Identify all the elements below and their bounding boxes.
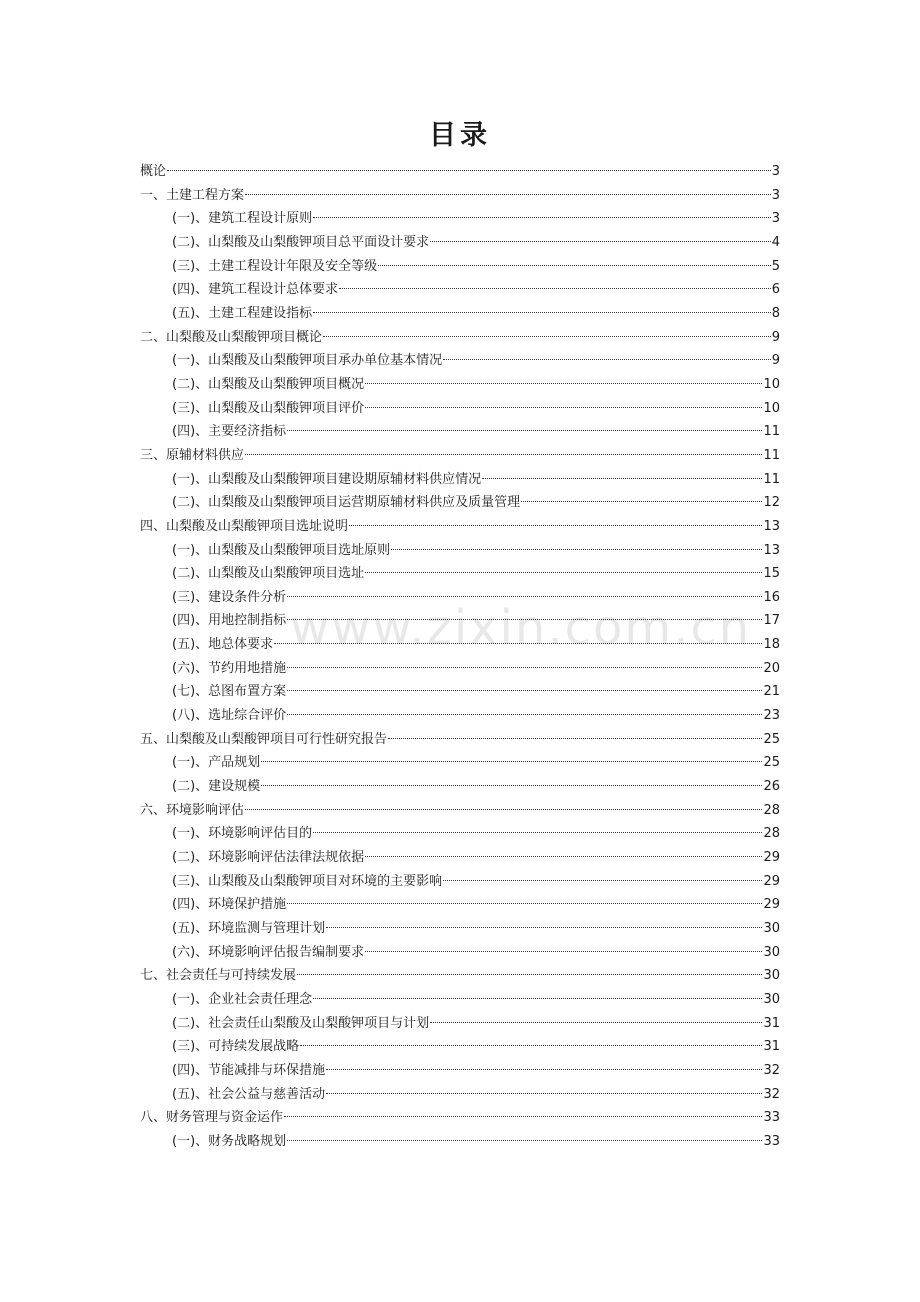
watermark: www.zixin.com.cn [290, 600, 752, 656]
toc-dot-leader [365, 383, 762, 384]
toc-dot-leader [326, 927, 762, 928]
toc-section-entry[interactable] [140, 704, 780, 728]
toc-dot-leader [297, 974, 762, 975]
toc-page-number: 30 [763, 921, 780, 936]
toc-entry-text: (一)、产品规划 [172, 755, 261, 771]
toc-section-entry[interactable] [140, 1035, 780, 1059]
toc-dot-leader [167, 170, 771, 171]
toc-section-entry[interactable] [140, 539, 780, 563]
toc-dot-leader [287, 619, 762, 620]
toc-section-entry[interactable] [140, 941, 780, 965]
toc-page-number: 9 [771, 353, 780, 369]
toc-dot-leader [287, 667, 762, 668]
toc-section-entry[interactable] [140, 255, 780, 279]
toc-section-entry[interactable] [140, 846, 780, 870]
toc-dot-leader [430, 1022, 762, 1023]
toc-chapter-entry[interactable] [140, 964, 780, 988]
toc-section-entry[interactable] [140, 988, 780, 1012]
toc-entry-text: (二)、山梨酸及山梨酸钾项目运营期原辅材料供应及质量管理 [172, 495, 521, 511]
toc-page-number: 5 [771, 258, 780, 274]
toc-entry-text: (一)、企业社会责任理念 [172, 991, 313, 1007]
toc-dot-leader [245, 194, 771, 195]
toc-entry-text: (五)、社会公益与慈善活动 [172, 1086, 326, 1102]
toc-page-number: 29 [763, 873, 780, 889]
toc-entry-text: (二)、山梨酸及山梨酸钾项目总平面设计要求 [172, 234, 430, 250]
toc-page-number: 11 [763, 447, 780, 463]
toc-dot-leader [313, 312, 771, 313]
toc-dot-leader [313, 217, 771, 218]
toc-dot-leader [313, 998, 762, 999]
toc-dot-leader [365, 951, 762, 952]
toc-page-number: 21 [763, 684, 780, 700]
toc-dot-leader [430, 241, 771, 242]
toc-dot-leader [300, 1045, 762, 1046]
toc-entry-text: (三)、土建工程设计年限及安全等级 [172, 258, 378, 274]
toc-entry-text: (二)、建设规模 [172, 779, 261, 795]
toc-dot-leader [326, 1093, 762, 1094]
toc-page-number: 9 [771, 329, 780, 345]
toc-page-number: 30 [763, 968, 780, 984]
toc-page-number: 11 [763, 471, 780, 487]
toc-page-number: 6 [771, 282, 780, 298]
toc-dot-leader [339, 288, 771, 289]
toc-entry-text: 二、山梨酸及山梨酸钾项目概论 [140, 329, 323, 345]
toc-page-number: 4 [771, 234, 780, 250]
toc-chapter-entry[interactable] [140, 326, 780, 350]
toc-section-entry[interactable] [140, 893, 780, 917]
toc-page-number: 12 [763, 495, 780, 511]
toc-entry-text: (二)、社会责任山梨酸及山梨酸钾项目与计划 [172, 1015, 430, 1031]
toc-dot-leader [391, 549, 762, 550]
toc-entry-text: (四)、主要经济指标 [172, 424, 287, 440]
toc-section-entry[interactable] [140, 680, 780, 704]
toc-chapter-entry[interactable] [140, 728, 780, 752]
toc-dot-leader [323, 336, 771, 337]
toc-entry-text: (一)、财务战略规划 [172, 1133, 287, 1149]
toc-page-number: 29 [763, 850, 780, 866]
toc-chapter-entry[interactable] [140, 799, 780, 823]
toc-dot-leader [326, 1069, 762, 1070]
toc-section-entry[interactable] [140, 609, 780, 633]
toc-entry-text: (三)、山梨酸及山梨酸钾项目评价 [172, 400, 365, 416]
toc-entry-text: (四)、节能减排与环保措施 [172, 1062, 326, 1078]
toc-entry-text: (四)、环境保护措施 [172, 897, 287, 913]
toc-section-entry[interactable] [140, 633, 780, 657]
toc-dot-leader [287, 903, 762, 904]
toc-section-entry[interactable] [140, 397, 780, 421]
toc-entry-text: (三)、山梨酸及山梨酸钾项目对环境的主要影响 [172, 873, 443, 889]
toc-page-number: 11 [763, 424, 780, 440]
toc-dot-leader [287, 430, 762, 431]
toc-page-number: 28 [763, 826, 780, 842]
toc-entry-text: 七、社会责任与可持续发展 [140, 968, 297, 984]
toc-entry-text: (二)、山梨酸及山梨酸钾项目选址 [172, 566, 365, 582]
toc-dot-leader [313, 832, 762, 833]
toc-entry-text: (六)、环境影响评估报告编制要求 [172, 944, 365, 960]
toc-entry-text: (五)、环境监测与管理计划 [172, 921, 326, 936]
toc-dot-leader [284, 1116, 762, 1117]
toc-dot-leader [287, 714, 762, 715]
toc-chapter-entry[interactable] [140, 444, 780, 468]
toc-page-number: 16 [763, 589, 780, 605]
toc-page-number: 29 [763, 897, 780, 913]
toc-section-entry[interactable] [140, 1083, 780, 1107]
toc-entry-text: 概论 [140, 164, 167, 179]
toc-dot-leader [287, 690, 762, 691]
toc-dot-leader [261, 785, 762, 786]
toc-dot-leader [443, 880, 762, 881]
toc-entry-text: 四、山梨酸及山梨酸钾项目选址说明 [140, 518, 349, 534]
toc-page-number: 25 [763, 731, 780, 747]
toc-section-entry[interactable] [140, 231, 780, 255]
toc-entry-text: 六、环境影响评估 [140, 802, 245, 818]
toc-page-number: 10 [763, 376, 780, 392]
toc-page-number: 33 [763, 1110, 780, 1126]
toc-dot-leader [482, 478, 762, 479]
toc-dot-leader [443, 359, 771, 360]
toc-dot-leader [261, 761, 762, 762]
toc-section-entry[interactable] [140, 562, 780, 586]
toc-entry-text: (一)、建筑工程设计原则 [172, 211, 313, 227]
toc-section-entry[interactable] [140, 1130, 780, 1154]
toc-entry-text: (一)、山梨酸及山梨酸钾项目承办单位基本情况 [172, 353, 443, 369]
toc-section-entry[interactable] [140, 1059, 780, 1083]
toc-section-entry[interactable] [140, 373, 780, 397]
toc-page-number: 13 [763, 518, 780, 534]
toc-section-entry[interactable] [140, 207, 780, 231]
toc-page-number: 25 [763, 755, 780, 771]
toc-entry-text: (五)、地总体要求 [172, 637, 274, 653]
toc-page-number: 10 [763, 400, 780, 416]
toc-page-number: 17 [763, 613, 780, 629]
toc-page-number: 32 [763, 1062, 780, 1078]
toc-section-entry[interactable] [140, 491, 780, 515]
toc-page-number: 31 [763, 1015, 780, 1031]
toc-section-entry[interactable] [140, 775, 780, 799]
toc-page-number: 20 [763, 660, 780, 676]
toc-page-number: 8 [771, 305, 780, 321]
table-of-contents [140, 160, 780, 1154]
toc-dot-leader [287, 596, 762, 597]
toc-section-entry[interactable] [140, 751, 780, 775]
toc-page-number: 13 [763, 542, 780, 558]
toc-page-number: 15 [763, 566, 780, 582]
toc-section-entry[interactable] [140, 870, 780, 894]
toc-dot-leader [245, 454, 762, 455]
toc-section-entry[interactable] [140, 586, 780, 610]
toc-dot-leader [287, 1140, 762, 1141]
toc-page-number: 3 [771, 164, 780, 179]
toc-entry-text: (三)、建设条件分析 [172, 589, 287, 605]
toc-page-number: 18 [763, 637, 780, 653]
toc-dot-leader [378, 265, 771, 266]
toc-entry-text: (四)、建筑工程设计总体要求 [172, 282, 339, 298]
toc-section-entry[interactable] [140, 1012, 780, 1036]
toc-page-number: 31 [763, 1039, 780, 1055]
toc-entry-text: 五、山梨酸及山梨酸钾项目可行性研究报告 [140, 731, 388, 747]
toc-section-entry[interactable] [140, 657, 780, 681]
toc-page-number: 32 [763, 1086, 780, 1102]
toc-section-entry[interactable] [140, 302, 780, 326]
toc-dot-leader [274, 643, 762, 644]
toc-page-number: 3 [771, 187, 780, 203]
toc-dot-leader [365, 856, 762, 857]
toc-entry-text: (二)、山梨酸及山梨酸钾项目概况 [172, 376, 365, 392]
toc-page-number: 30 [763, 944, 780, 960]
toc-dot-leader [388, 738, 762, 739]
toc-page-number: 26 [763, 779, 780, 795]
toc-entry-text: (八)、选址综合评价 [172, 708, 287, 724]
page-title: 目录 [429, 120, 491, 151]
toc-page-number: 3 [771, 211, 780, 227]
toc-section-entry[interactable] [140, 278, 780, 302]
toc-entry-text: (七)、总图布置方案 [172, 684, 287, 700]
toc-dot-leader [365, 572, 762, 573]
toc-page-number: 33 [763, 1133, 780, 1149]
toc-dot-leader [245, 809, 762, 810]
toc-section-entry[interactable] [140, 822, 780, 846]
toc-entry-text: (三)、可持续发展战略 [172, 1039, 300, 1055]
toc-chapter-entry[interactable] [140, 515, 780, 539]
toc-dot-leader [521, 501, 762, 502]
toc-entry-text: (四)、用地控制指标 [172, 613, 287, 629]
toc-entry-text: (一)、环境影响评估目的 [172, 826, 313, 842]
toc-section-entry[interactable] [140, 349, 780, 373]
toc-entry-text: 三、原辅材料供应 [140, 447, 245, 463]
toc-dot-leader [365, 407, 762, 408]
toc-entry-text: (一)、山梨酸及山梨酸钾项目建设期原辅材料供应情况 [172, 471, 482, 487]
toc-page-number: 23 [763, 708, 780, 724]
toc-entry-text: (二)、环境影响评估法律法规依据 [172, 850, 365, 866]
toc-entry-text: (六)、节约用地措施 [172, 660, 287, 676]
toc-entry-text: (五)、土建工程建设指标 [172, 305, 313, 321]
toc-section-entry[interactable] [140, 917, 780, 941]
toc-page-number: 28 [763, 802, 780, 818]
toc-section-entry[interactable] [140, 468, 780, 492]
toc-section-entry[interactable] [140, 420, 780, 444]
toc-chapter-entry[interactable] [140, 160, 780, 184]
toc-page-number: 30 [763, 991, 780, 1007]
toc-chapter-entry[interactable] [140, 1106, 780, 1130]
toc-entry-text: (一)、山梨酸及山梨酸钾项目选址原则 [172, 542, 391, 558]
toc-chapter-entry[interactable] [140, 184, 780, 208]
toc-entry-text: 八、财务管理与资金运作 [140, 1110, 284, 1126]
toc-entry-text: 一、土建工程方案 [140, 187, 245, 203]
toc-dot-leader [349, 525, 762, 526]
